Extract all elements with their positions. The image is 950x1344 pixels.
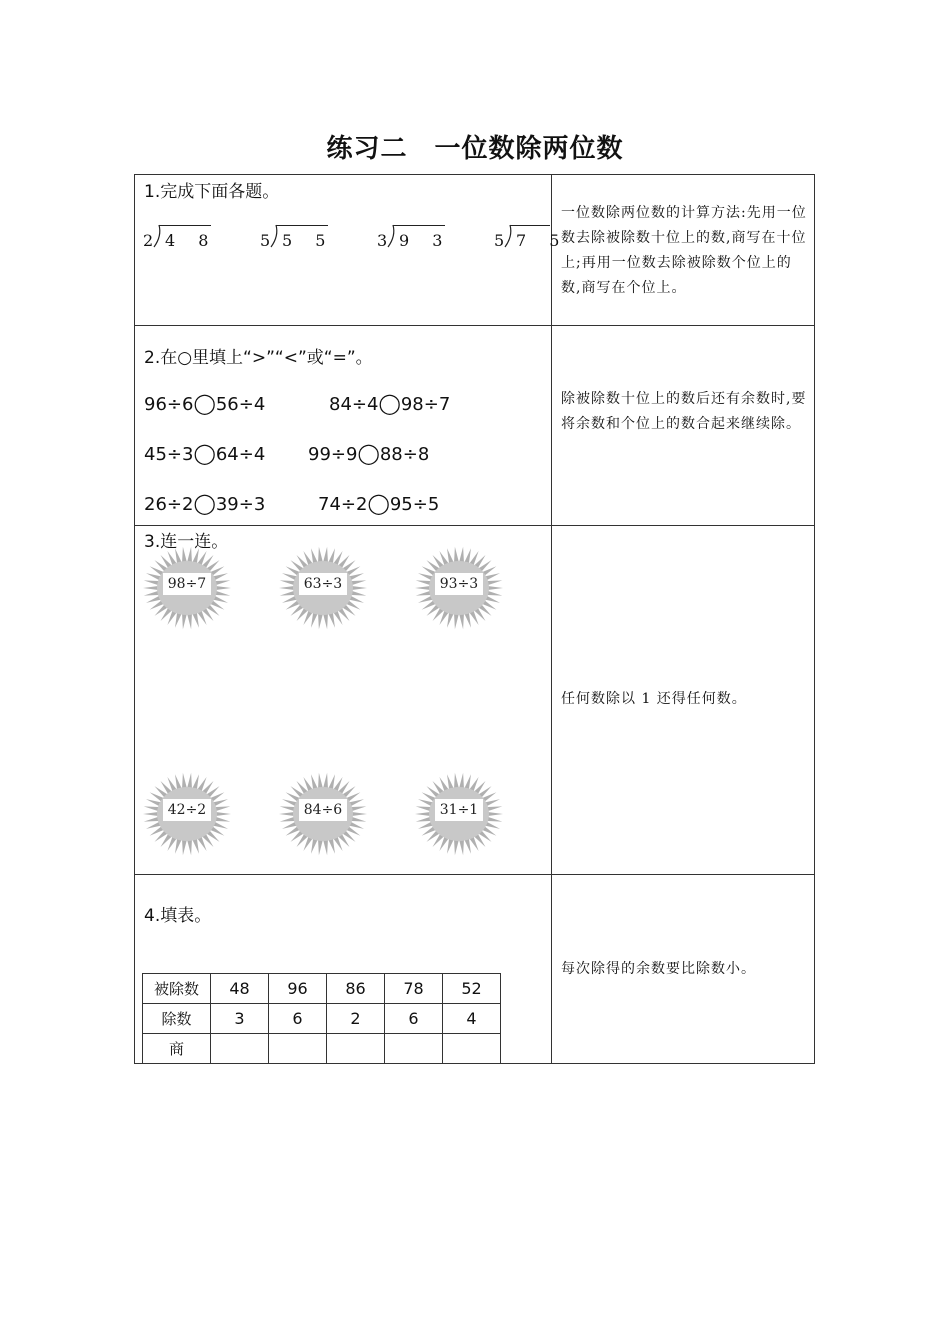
flower-label: 84÷6 bbox=[299, 799, 347, 821]
table-row bbox=[143, 974, 501, 1004]
flower-label: 31÷1 bbox=[435, 799, 483, 821]
row-header: 被除数 bbox=[143, 974, 211, 1004]
table-cell: 86 bbox=[327, 974, 385, 1004]
answer-cell[interactable] bbox=[385, 1034, 443, 1064]
row-header: 商 bbox=[143, 1034, 211, 1064]
answer-cell[interactable] bbox=[327, 1034, 385, 1064]
flower-card-top-1[interactable] bbox=[141, 545, 233, 631]
answer-cell[interactable] bbox=[269, 1034, 327, 1064]
divisor: 5 bbox=[494, 231, 505, 250]
answer-circle[interactable]: ◯ bbox=[357, 441, 380, 465]
table-cell: 4 bbox=[443, 1004, 501, 1034]
answer-circle[interactable]: ◯ bbox=[378, 391, 401, 415]
answer-circle[interactable]: ◯ bbox=[193, 441, 216, 465]
fill-table bbox=[142, 973, 501, 1064]
division-bar bbox=[276, 225, 328, 226]
q2-tip: 除被除数十位上的数后还有余数时,要将余数和个位上的数合起来继续除。 bbox=[561, 391, 807, 432]
table-cell: 52 bbox=[443, 974, 501, 1004]
table-cell: 2 bbox=[327, 1004, 385, 1034]
q3-tip: 任何数除以 1 还得任何数。 bbox=[561, 691, 747, 707]
row-divider bbox=[135, 325, 814, 326]
division-bar bbox=[510, 225, 550, 226]
flower-card-bottom-3[interactable] bbox=[413, 771, 505, 857]
dividend: 4 8 bbox=[165, 231, 218, 250]
flower-label: 63÷3 bbox=[299, 573, 347, 595]
flower-card-top-2[interactable] bbox=[277, 545, 369, 631]
flower-card-bottom-2[interactable] bbox=[277, 771, 369, 857]
right-expression: 39÷3 bbox=[215, 494, 266, 515]
comparison-item bbox=[318, 491, 439, 515]
table-cell: 78 bbox=[385, 974, 443, 1004]
division-bracket-icon bbox=[387, 225, 397, 247]
page-title: 练习二 一位数除两位数 bbox=[326, 134, 624, 164]
dividend: 9 3 bbox=[399, 231, 452, 250]
left-expression: 99÷9 bbox=[308, 444, 358, 465]
right-expression: 95÷5 bbox=[389, 494, 440, 515]
q2-title: 2.在○里填上“>”“<”或“=”。 bbox=[144, 348, 373, 368]
division-bar bbox=[159, 225, 211, 226]
right-expression: 98÷7 bbox=[400, 394, 451, 415]
division-bar bbox=[393, 225, 445, 226]
long-division-4 bbox=[494, 225, 569, 255]
table-cell: 6 bbox=[385, 1004, 443, 1034]
right-expression: 56÷4 bbox=[215, 394, 266, 415]
comparison-item bbox=[144, 441, 265, 465]
comparison-item bbox=[144, 491, 265, 515]
right-expression: 88÷8 bbox=[379, 444, 430, 465]
comparison-item bbox=[329, 391, 450, 415]
flower-label: 98÷7 bbox=[163, 573, 211, 595]
left-expression: 45÷3 bbox=[144, 444, 194, 465]
answer-cell[interactable] bbox=[211, 1034, 269, 1064]
table-cell: 48 bbox=[211, 974, 269, 1004]
answer-circle[interactable]: ◯ bbox=[367, 491, 390, 515]
table-cell: 3 bbox=[211, 1004, 269, 1034]
q1-title: 1.完成下面各题。 bbox=[144, 182, 280, 202]
comparison-item bbox=[308, 441, 429, 465]
answer-circle[interactable]: ◯ bbox=[193, 391, 216, 415]
q4-title: 4.填表。 bbox=[144, 906, 212, 926]
flower-card-bottom-1[interactable] bbox=[141, 771, 233, 857]
comparison-item bbox=[144, 391, 265, 415]
division-bracket-icon bbox=[504, 225, 514, 247]
q1-tip: 一位数除两位数的计算方法:先用一位数去除被除数十位上的数,商写在十位上;再用一位数去除被除数个位上的数,商写在个位上。 bbox=[561, 205, 807, 296]
table-cell: 96 bbox=[269, 974, 327, 1004]
left-expression: 84÷4 bbox=[329, 394, 379, 415]
divisor: 3 bbox=[377, 231, 388, 250]
table-row bbox=[143, 1004, 501, 1034]
right-expression: 64÷4 bbox=[215, 444, 266, 465]
left-expression: 74÷2 bbox=[318, 494, 368, 515]
row-divider bbox=[135, 874, 814, 875]
row-divider bbox=[135, 525, 814, 526]
left-expression: 26÷2 bbox=[144, 494, 194, 515]
division-bracket-icon bbox=[153, 225, 163, 247]
q4-tip: 每次除得的余数要比除数小。 bbox=[561, 961, 756, 977]
divisor: 2 bbox=[143, 231, 154, 250]
divisor: 5 bbox=[260, 231, 271, 250]
dividend: 5 5 bbox=[282, 231, 335, 250]
flower-label: 42÷2 bbox=[163, 799, 211, 821]
flower-label: 93÷3 bbox=[435, 573, 483, 595]
row-header: 除数 bbox=[143, 1004, 211, 1034]
table-row bbox=[143, 1034, 501, 1064]
worksheet-grid bbox=[134, 174, 815, 1064]
answer-circle[interactable]: ◯ bbox=[193, 491, 216, 515]
column-divider bbox=[551, 175, 552, 1063]
division-bracket-icon bbox=[270, 225, 280, 247]
flower-card-top-3[interactable] bbox=[413, 545, 505, 631]
dividend: 7 5 bbox=[516, 231, 569, 250]
answer-cell[interactable] bbox=[443, 1034, 501, 1064]
table-cell: 6 bbox=[269, 1004, 327, 1034]
left-expression: 96÷6 bbox=[144, 394, 194, 415]
q3-title: 3.连一连。 bbox=[144, 532, 229, 552]
